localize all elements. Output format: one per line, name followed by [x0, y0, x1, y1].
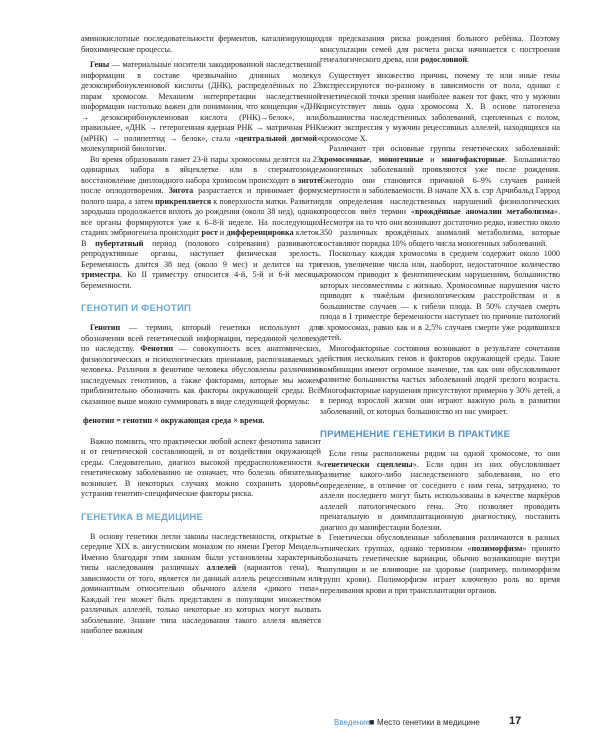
text: аминокислотные последовательности ферментов, катализирующих биохимические процессы.	[81, 34, 321, 54]
term: Фенотип	[140, 344, 173, 353]
footer-chapter: Место генетики в медицине	[377, 718, 480, 727]
formula: фенотип = генотип × окружающая среда × время.	[83, 416, 265, 425]
text: Важно помнить, что практически любой аспект фенотипа зависит и от генетической составляющей, и от воздействия окружающей среды. Следовательно, диагноз высокой предрасположенности к генетическому заболеванию не означает, что болезнь обязательно возникнет. В некоторых случаях можно сохранить здоровье, устранив генотип-специфические факторы риска.	[81, 436, 321, 498]
footer-section: Введение	[334, 718, 371, 727]
text: ,	[369, 154, 379, 164]
text: . Ко II триместру относится 4-й, 5-й и 6-й месяцы беременности.	[81, 270, 321, 290]
text: клеток. В	[81, 228, 321, 248]
paragraph	[320, 344, 560, 418]
paragraph	[81, 34, 321, 55]
text: Генетически обусловленные заболевания различаются в разных этнических группах, однако термином «	[320, 533, 560, 553]
term: моногенные	[378, 154, 424, 164]
section-heading: ГЕНОТИП И ФЕНОТИП	[81, 303, 192, 314]
text: к поверхности матки. Развитие зародыша продолжается вплоть до рождения (около 38 нед), однако все органы формируются уже к 6–8-й неделе. На последующих стадиях эмбриогенеза происходит	[81, 196, 321, 237]
term: родословной	[420, 55, 468, 64]
term: триместра	[81, 270, 120, 279]
text: — материальные носители закодированной наследственной информации в составе чрезвычайно длинных молекул дезоксирибонуклеиновой кислоты (ДНК), распределённых по 23 парам хромосом. Механизм интерпретации наследственной информации настолько важен для понимания, что концепция «ДНК → дезоксирибонуклеиновая кислота (РНК)→белок», или, правильнее, «ДНК → гетерогенная ядерная РНК → матричная РНК (мРНК) → полипептид → белок», стала «	[81, 60, 321, 143]
paragraph	[81, 323, 321, 407]
text: для предсказания риска рождения больного ребёнка. Поэтому консультации семей для расчета риска начинается с построения генеалогического древа, или	[320, 34, 560, 64]
footer-separator: ■	[369, 717, 375, 727]
text: ». Если один из них обусловливает развитие какого-либо наследственного заболевания, но его определение, в отличие от соседнего с ним гена, затруднено, то аллели последнего могут быть использованы в качестве маркёров аллелей патологического гена. Это позволяет проводить пренатальную и доимплантационную диагностику, поставить диагноз до манифестации болезни.	[320, 459, 560, 532]
text: разрастается и принимает форму полого шара, а затем	[81, 186, 321, 206]
right-column	[320, 34, 560, 596]
paragraph	[81, 532, 321, 637]
term: пубертатный	[95, 238, 144, 248]
term: Зигота	[168, 186, 194, 195]
text: и	[217, 228, 227, 237]
paragraph	[320, 449, 560, 533]
term: Генотип	[90, 323, 121, 332]
text: Различают три основные группы генетических заболеваний:	[329, 144, 560, 153]
term: аллелей	[206, 563, 237, 572]
paragraph	[81, 60, 321, 155]
section-heading: ГЕНЕТИКА В МЕДИЦИНЕ	[81, 511, 204, 523]
text: . Большинство моногенных заболеваний проявляются уже после рождения. Ежегодно они становятся причиной 6–9% случаев ранней смертности и заболеваемости. В начале XX в. сэр Арчибальд Гаррод для определения наследственных нарушений физиологических процессов ввёл термин «	[320, 154, 560, 216]
text: (вариантов гена), в зависимости от того, является ли данный аллель рецессивным или доминантным относительно обычного аллеля «дикого типа». Каждый ген может быть представлен в популяции множеством различных аллелей, только некоторые из которых могут вызвать заболевание. Знание типа наследования такого аллеля является наиболее важным	[81, 563, 321, 635]
text: В основу генетики легли законы наследственности, открытые в середине XIX в. августинским монахом по имени Грегор Мендель. Именно благодаря этим законам были установлены характерные типы наследования различных	[81, 531, 321, 572]
term: многофакторные	[441, 154, 505, 164]
paragraph	[320, 34, 560, 66]
text: .	[467, 55, 470, 64]
text: Если гены расположены рядом на одной хромосоме, то они «	[320, 449, 560, 469]
text: Во время образования гамет 23-й пары хромосомы делятся на 23 одинарных набора в яйцеклетке или в сперматозоиде, восстановление диплоидного набора хромосом происходит в	[81, 154, 321, 185]
text: Существует множество причин, почему те или иные гены экспрессируются по-разному в зависимости от пола, однако с генетической точки зрения наиболее важен тот факт, что у мужчин присутствует лишь одна хромосома X. В основе патогенеза большинства наследственных заболеваний, сцепленных с полом, лежит экспрессия у мужчин рецессивных аллелей, находящихся на хромосоме X.	[320, 70, 560, 143]
term: хромосомные	[320, 154, 370, 164]
term: зиготе	[298, 175, 321, 185]
term: рост	[201, 228, 218, 237]
paragraph	[320, 249, 560, 344]
text: и	[423, 154, 442, 164]
term: врождённые аномалии метаболизма	[414, 207, 554, 216]
page-number: 17	[509, 715, 522, 727]
paragraph	[81, 437, 321, 500]
page-footer	[0, 717, 600, 731]
term: прикрепляется	[155, 196, 212, 206]
paragraph	[320, 533, 560, 596]
text: Многофакторные состояния возникают в результате сочетания действия нескольких генов и факторов окружающей среды. Такие комбинации имеют огромное значение, так как они обусловливают развитие большинства частых заболеваний людей зрелого возраста. Многофакторные нарушения присутствуют примерно у 30% детей, а в период взрослой жизни они играют важную роль в развитии заболеваний, от которых большинство из нас умирает.	[320, 343, 560, 416]
text: после оплодотворения.	[81, 186, 169, 195]
left-column	[81, 34, 321, 637]
text: » молекулярной биологии.	[81, 133, 321, 153]
text: — термин, который генетики используют для обозначения всей генетической информации, переданной человеку по наследству.	[81, 323, 321, 353]
term: дифференцировка	[226, 228, 294, 237]
term: центральной догмой	[238, 133, 317, 143]
paragraph	[320, 71, 560, 145]
term: полиморфизм	[471, 543, 523, 553]
paragraph	[320, 144, 560, 249]
text: » принято обозначать генетические вариации, обычно возникающие внутри популяции и не влияющие на здоровье (например, полиморфизм групп крови). Полиморфизм играет ключевую роль во время переливания крови и при трансплантации органов.	[320, 543, 560, 595]
text: период (полового созревания) развиваются репродуктивные органы, наступает физическая зрелость. Беременность длится 38 нед (около 9 мес) и делится на три	[81, 238, 322, 269]
section-heading: ПРИМЕНЕНИЕ ГЕНЕТИКИ В ПРАКТИКЕ	[320, 429, 511, 440]
text: Поскольку каждая хромосома в среднем содержит около 1000 генов, увеличение числа или, наоборот, недостаточное количество хромосом приводит к фенотипическим нарушениям, большинство которых несовместимы с жизнью. Хромосомные нарушения часто приводят к тяжёлым физиологическим расстройствам и в большинстве случаев — к гибели плода. В 50% случаев смерть плода в I триместре беременности наступает по причине патологий в хромосомах, равно как и в 2,5% случаев смерти уже родившихся детей.	[320, 249, 560, 342]
term: генетически сцеплены	[324, 459, 413, 469]
paragraph	[81, 155, 321, 292]
text: — совокупность всех анатомических, физиологических и психологических признаков, распознаваемых у человека. Различия в фенотипе человека обусловлены различиями наследуемых генотипов, а также факторами, которые мы можем приблизительно обозначить как факторы окружающей среды. Всё сказанное выше можно суммировать в виде следующей формулы:	[81, 344, 322, 406]
term: Гены	[90, 60, 110, 69]
text: ». Несмотря на то что они возникают достаточно редко, известно около 350 различных врождённых аномалий метаболизма, которые составляют порядка 10% общего числа моногенных заболеваний.	[320, 207, 560, 248]
